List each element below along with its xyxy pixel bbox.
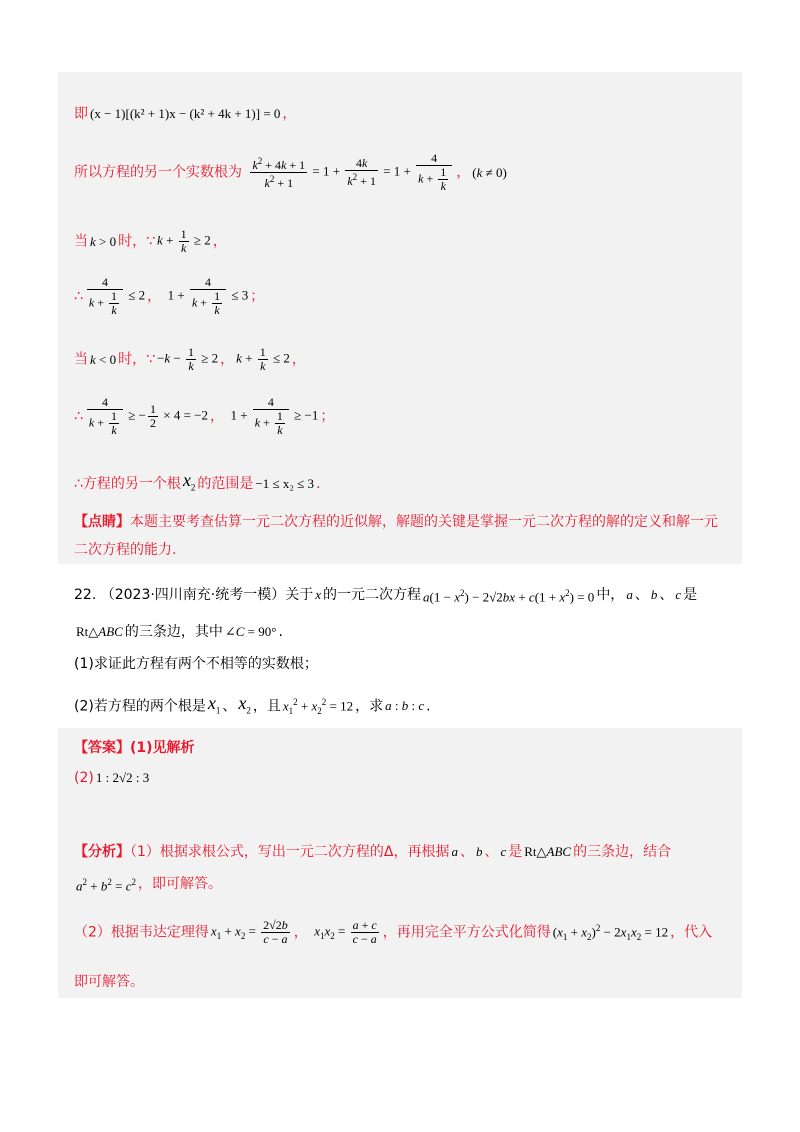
analysis-label: 【分析】 — [74, 844, 130, 860]
k-nonzero-condition: (k ≠ 0) — [472, 164, 507, 180]
comment-line-2: 二次方程的能力. — [74, 542, 177, 558]
problem-source: （2023·四川南充·统考一模） — [100, 587, 286, 604]
analysis-line-2: $a^2 + b^2 = c^2$ ，即可解答。 — [76, 876, 222, 894]
analysis-line-4: 即可解答。 — [74, 974, 144, 990]
problem-statement-line-1: 22. （2023·四川南充·统考一模）关于 x 的一元二次方程 $a(1 - x^2) - 2√2bx + c(1 + x^2) = 0$ 中， a 、 b 、 c 是 — [74, 583, 697, 607]
problem-question-1: (1)求证此方程有两个不相等的实数根； — [74, 656, 318, 672]
solution-line-4: ∴ 4 k + $\frac{1}{k}$ ≤ 2 ， 1 + 4 k + $\frac{1}{k}$ ≤ 3 ； — [74, 275, 265, 317]
comment-label: 【点睛】 — [74, 514, 130, 530]
solution-line-1: 即 (x − 1)[(k² + 1)x − (k² + 4k + 1)] = 0 ， — [74, 106, 297, 122]
problem-equation: $a(1 - x^2) - 2√2bx + c(1 + x^2) = 0$ — [423, 588, 595, 605]
solution-line-6: ∴ 4 k + $\frac{1}{k}$ ≥ − $\frac{1}{2}$ × 4 = −2 ， 1 + 4 k + $\frac{1}{k}$ ≥ −1 ； — [74, 395, 335, 437]
analysis-line-3: （2）根据韦达定理得 $x_1 + x_2$ = $\frac{2√2b}{c - a}$ ， $x_1x_2$ = $\frac{a + c}{c - a}$ ，再用完全平方公式化简得 $(x_1 + x_2)^2 - 2x_1x_2 = 12$ ，代入 — [74, 917, 713, 946]
analysis-line-1: 【分析】（1）根据求根公式，写出一元二次方程的Δ，再根据 a 、 b 、 c 是 Rt△ABC 的三条边，结合 — [74, 844, 672, 860]
answer-analysis-block — [58, 728, 742, 998]
answer-label: 【答案】 — [74, 740, 130, 756]
answer-line-1: 【答案】(1)见解析 — [74, 740, 195, 756]
solution-line-5: 当 k < 0 时，∵ −k − $\frac{1}{k}$ ≥ 2 ， k + $\frac{1}{k}$ ≤ 2 ， — [74, 345, 306, 373]
other-root-expression: $\frac{k^2 + 4k + 1}{k^2 + 1}$ = 1 + $\frac{4k}{k^2 + 1}$ = 1 + 4 k + $\frac{1}{k}$ — [248, 152, 454, 193]
solution-line-7: ∴方程的另一个根 $x_2$ 的范围是 −1 ≤ x₂ ≤ 3 . — [74, 470, 321, 493]
factored-equation: (x − 1)[(k² + 1)x − (k² + 4k + 1)] = 0 — [90, 106, 281, 121]
comment-line-1: 【点睛】本题主要考查估算一元二次方程的近似解，解题的关键是掌握一元二次方程的解的定义和解一元 — [74, 514, 718, 530]
problem-number: 22. — [74, 587, 97, 604]
solution-line-3: 当 k > 0 时，∵ k + $\frac{1}{k}$ ≥ 2 ， — [74, 227, 227, 255]
solution-line-2: 所以方程的另一个实数根为 $\frac{k^2 + 4k + 1}{k^2 + 1}$ = 1 + $\frac{4k}{k^2 + 1}$ = 1 + 4 k + $\frac{1}{k}$ ， (k ≠ 0) — [74, 151, 507, 193]
answer-line-2: (2) 1 : 2√2 : 3 — [74, 770, 150, 786]
problem-question-2: (2)若方程的两个根是 $x_1$ 、 $x_2$ ，且 $x_1^2 + x_2^2 = 12$ ，求 a : b : c . — [74, 692, 431, 716]
problem-statement-line-2: Rt△ABC 的三条边，其中 ∠C = 90° . — [76, 624, 283, 640]
